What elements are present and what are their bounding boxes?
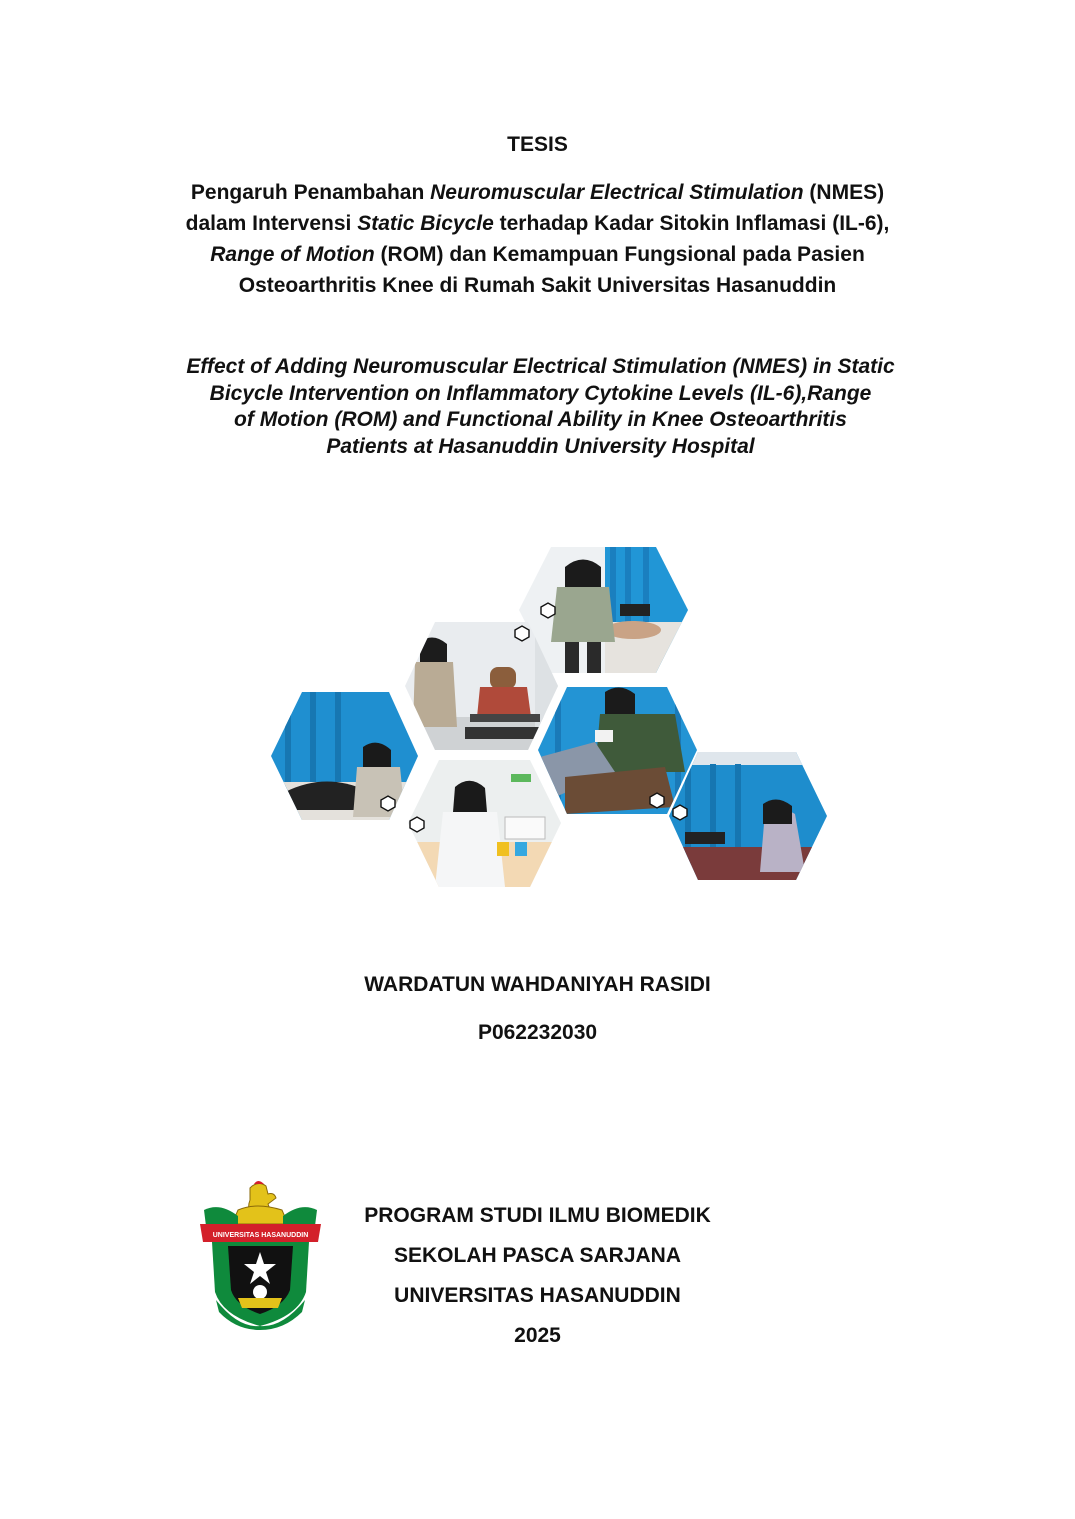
title-indonesian	[0, 177, 1075, 301]
program-name: PROGRAM STUDI ILMU BIOMEDIK	[364, 1204, 711, 1227]
title-id-line-4: Osteoarthritis Knee di Rumah Sakit Universitas Hasanuddin	[238, 274, 837, 297]
school-name: SEKOLAH PASCA SARJANA	[393, 1244, 682, 1267]
student-id: P062232030	[477, 1021, 598, 1044]
title-en-line-3: of Motion (ROM) and Functional Ability in Knee Osteoarthritis	[234, 408, 847, 431]
photo-electrode-placement	[535, 682, 700, 817]
logo-banner-text: UNIVERSITAS HASANUDDIN	[212, 1232, 309, 1239]
title-en-line-4: Patients at Hasanuddin University Hospital	[326, 434, 755, 458]
hexagon-bullet-icon	[515, 626, 529, 641]
hexagon-bullet-icon	[673, 805, 687, 820]
photo-patient-lying-right	[665, 747, 830, 887]
title-id-line-2: dalam Intervensi Static Bicycle terhadap Kadar Sitokin Inflamasi (IL-6),	[185, 212, 890, 235]
hexagon-photo-collage	[265, 542, 835, 892]
document-type-heading: TESIS	[507, 133, 568, 156]
hexagon-bullet-icon	[381, 796, 395, 811]
university-name: UNIVERSITAS HASANUDDIN	[394, 1284, 681, 1307]
title-en-line-1: Effect of Adding Neuromuscular Electrical Stimulation (NMES) in Static	[186, 355, 895, 378]
photo-patient-lying-left	[265, 687, 425, 827]
hexagon-bullet-icon	[650, 793, 664, 808]
year: 2025	[514, 1324, 561, 1347]
title-en-line-2: Bicycle Intervention on Inflammatory Cytokine Levels (IL-6),Range	[209, 381, 872, 405]
hexagon-bullet-icon	[410, 817, 424, 832]
hexagon-bullet-icon	[541, 603, 555, 618]
photo-lab-analysis	[405, 757, 565, 892]
title-english	[3, 354, 1075, 460]
author-name: WARDATUN WAHDANIYAH RASIDI	[364, 973, 711, 996]
title-id-line-1: Pengaruh Penambahan Neuromuscular Electrical Stimulation (NMES)	[190, 181, 885, 204]
title-id-line-3: Range of Motion (ROM) dan Kemampuan Fungsional pada Pasien	[210, 243, 865, 266]
institution-block	[0, 1196, 1075, 1356]
